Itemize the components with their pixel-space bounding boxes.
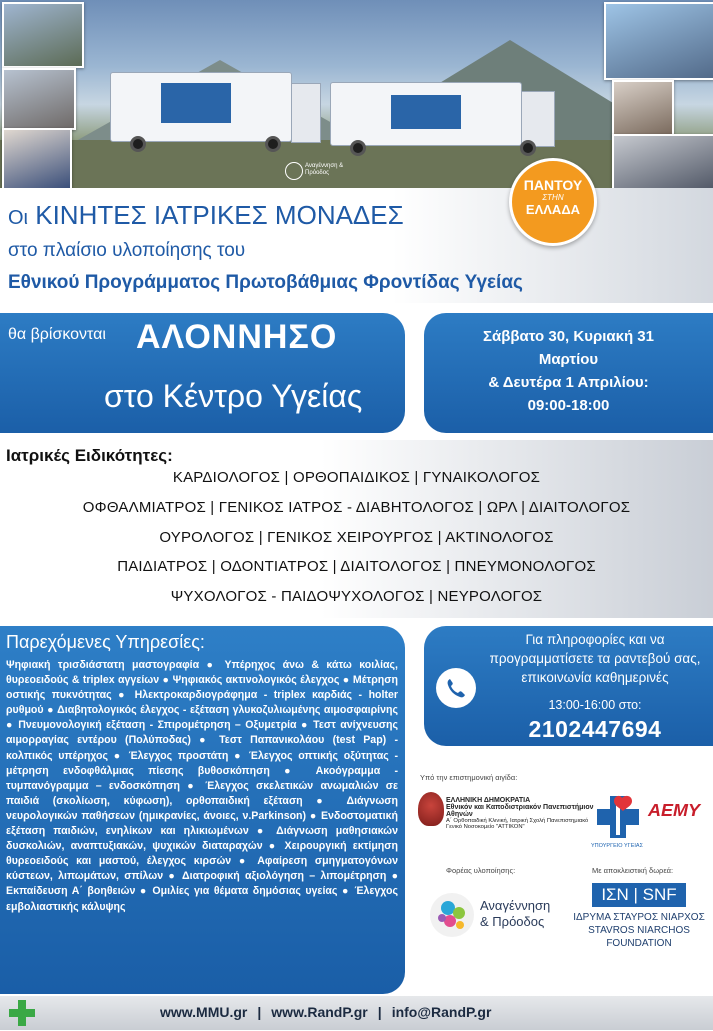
randp-logo-icon — [428, 880, 476, 950]
dates-line1: Σάββατο 30, Κυριακή 31 — [483, 328, 654, 345]
hero-photo-banner — [0, 0, 713, 190]
headline — [8, 200, 404, 231]
snf-greek-name: ΙΔΡΥΜΑ ΣΤΑΥΡΟΣ ΝΙΑΡΧΟΣ — [573, 912, 705, 923]
green-cross-icon — [8, 999, 36, 1027]
headline-main: ΚΙΝΗΤΕΣ ΙΑΤΡΙΚΕΣ ΜΟΝΑΔΕΣ — [35, 200, 404, 230]
photo-doctor — [612, 80, 674, 136]
ministry-label: ΥΠΟΥΡΓΕΙΟ ΥΓΕΙΑΣ — [591, 843, 643, 849]
mobile-medical-unit-truck — [330, 82, 522, 146]
specialties-line: ΨΥΧΟΛΟΓΟΣ - ΠΑΙΔΟΨΥΧΟΛΟΓΟΣ | ΝΕΥΡΟΛΟΓΟΣ — [170, 588, 543, 605]
badge-line3: ΕΛΛΑΔΑ — [525, 202, 581, 217]
truck-graphic-panel — [391, 95, 461, 129]
university-seal-icon — [418, 792, 444, 826]
snf-english-name-line2: FOUNDATION — [606, 938, 672, 949]
footer-links — [160, 1004, 491, 1020]
donation-caption: Με αποκλειστική δωρεά: — [592, 866, 674, 875]
wheel — [350, 140, 366, 156]
specialties-line: ΟΦΘΑΛΜΙΑΤΡΟΣ | ΓΕΝΙΚΟΣ ΙΑΤΡΟΣ - ΔΙΑΒΗΤΟΛΟΓΟΣ | ΩΡΛ | ΔΙΑΙΤΟΛΟΓΟΣ — [82, 499, 631, 516]
photo-people — [2, 68, 76, 130]
wheel — [265, 136, 281, 152]
everywhere-in-greece-badge — [509, 158, 597, 246]
uoa-line1: ΕΛΛΗΝΙΚΗ ΔΗΜΟΚΡΑΤΙΑ — [446, 797, 531, 804]
implementer-caption: Φορέας υλοποίησης: — [446, 866, 516, 875]
edy-logo: ΑΕΜΥ — [648, 800, 701, 820]
isn-snf-logo: ΙΣΝ | SNF — [592, 883, 686, 907]
location-venue: στο Κέντρο Υγείας — [104, 378, 363, 414]
phone-icon[interactable] — [436, 668, 476, 708]
mobile-medical-unit-truck — [110, 72, 292, 142]
dates-hours: 09:00-18:00 — [527, 397, 610, 414]
services-panel — [0, 626, 405, 994]
photo-eye-exam — [612, 134, 713, 190]
specialties-title: Ιατρικές Ειδικότητες: — [6, 446, 173, 465]
randp-name-line1: Αναγέννηση — [480, 898, 551, 913]
headline-subtitle: στο πλαίσιο υλοποίησης του — [8, 240, 246, 261]
truck-cab — [521, 91, 555, 147]
specialties-line: ΠΑΙΔΙΑΤΡΟΣ | ΟΔΟΝΤΙΑΤΡΟΣ | ΔΙΑΙΤΟΛΟΓΟΣ | ΠΝΕΥΜΟΝΟΛΟΓΟΣ — [117, 558, 596, 575]
location-town: ΑΛΟΝΝΗΣΟ — [136, 318, 338, 356]
dates-panel — [424, 313, 713, 433]
randp-name-line2: & Πρόοδος — [480, 914, 545, 929]
services-title: Παρεχόμενες Υπηρεσίες: — [6, 632, 205, 652]
specialties-line: ΟΥΡΟΛΟΓΟΣ | ΓΕΝΙΚΟΣ ΧΕΙΡΟΥΡΓΟΣ | ΑΚΤΙΝΟΛΟΓΟΣ — [159, 529, 554, 546]
ministry-of-health-icon — [596, 794, 640, 840]
randp-name — [480, 898, 550, 930]
randp-logo-icon — [285, 162, 303, 180]
uoa-line3: Α΄ Ορθοπαιδική Κλινική, Ιατρική Σχολή Πανεπιστημιακό Γενικό Νοσοκομείο "ΑΤΤΙΚΟΝ" — [446, 818, 589, 830]
truck-cab — [291, 83, 321, 143]
contact-hours: 13:00-16:00 στο: — [548, 698, 642, 712]
program-name: Εθνικού Προγράμματος Πρωτοβάθμιας Φροντίδας Υγείας — [8, 272, 523, 293]
dates-line2: Μαρτίου — [538, 351, 599, 368]
footer-link-randp[interactable]: www.RandP.gr — [271, 1004, 368, 1020]
scientific-caption: Υπό την επιστημονική αιγίδα: — [420, 773, 518, 782]
truck-graphic-panel — [161, 83, 231, 123]
footer-separator: | — [377, 1004, 382, 1020]
contact-info-text: Για πληροφορίες και να προγραμματίσετε τα ραντεβού σας, επικοινωνία καθημερινές — [489, 632, 701, 685]
photo-landscape — [2, 2, 84, 68]
uoa-line2: Εθνικόν και Καποδιστριακόν Πανεπιστήμιον Αθηνών — [446, 804, 594, 818]
specialties-line: ΚΑΡΔΙΟΛΟΓΟΣ | ΟΡΘΟΠΑΙΔΙΚΟΣ | ΓΥΝΑΙΚΟΛΟΓΟΣ — [172, 469, 541, 486]
dates-line3: & Δευτέρα 1 Απριλίου: — [488, 374, 649, 391]
contact-panel — [424, 626, 713, 746]
badge-line2: ΣΤΗΝ — [542, 193, 564, 202]
photo-crowd — [604, 2, 713, 80]
footer-separator: | — [257, 1004, 262, 1020]
footer-link-mmu[interactable]: www.MMU.gr — [160, 1004, 248, 1020]
university-text — [446, 797, 596, 830]
footer — [0, 996, 713, 1030]
badge-line1: ΠΑΝΤΟΥ — [523, 177, 583, 193]
wheel — [520, 140, 536, 156]
services-list: Ψηφιακή τρισδιάστατη μαστογραφία ● Υπέρηχος άνω & κάτω κοιλίας, θυρεοειδούς & triplex αγγείων ● Ψηφιακός ακτινολογικός έλεγχος ● Μέτρηση οστικής πυκνότητας ● Ηλεκτροκαρδιογράφημα - triplex καρδιάς - holter ρυθμού ● Διαβητολογικός έλεγχος - εξέταση γλυκοζυλιωμένης αιμοσφαιρίνης ● Πνευμονολογική εξέταση - Σπιρομέτρηση – Οξυμετρία ● Τεστ ανίχνευσης αιμορραγίας εντέρου (Πολύποδας) ● Τεστ Παπανικολάου (test Pap) - κολπικός υπέρηχος ● Έλεγχος προστάτη ● Έλεγχος οπτικής οξύτητας - μέτρηση ενδοφθάλμιας πίεσης βυθοσκόπηση ● Ακοόγραμμα - τυμπανόγραμμα – ενδοσκόπηση ● Έλεγχος σκελετικών ανωμαλιών σε παιδιά (σκολίωση, κύφωση), ορθοπαιδική εξέταση ● Διάγνωση νευρολογικών παθήσεων (ημικρανίες, άνοιες, ν.Parkinson) ● Ενδοστοματική εξέταση παιδιών, ενηλίκων και ηλικιωμένων ● Διάγνωση μαθησιακών δυσκολιών, αναπτυξιακών, ψυχικών διαταραχών ● Χειρουργική εκτίμηση θυρεοειδούς και μαστού, έλεγχος κιρσών ● Αφαίρεση σμηγματογόνων κύστεων, λιπωμάτων, σπίλων ● Διατροφική αξιολόγηση – λιπομέτρηση ● Εκπαίδευση Α΄ βοηθειών ● Ομιλίες για θέματα δημόσιας υγείας ● Έλεγχος εμβολιαστικής κάλυψης — [6, 659, 398, 913]
contact-phone-number[interactable]: 2102447694 — [528, 716, 662, 742]
headline-prefix: Οι — [8, 207, 28, 229]
photo-medical-exam — [2, 128, 72, 190]
location-prefix: θα βρίσκονται — [8, 326, 106, 343]
truck-logo-text: Αναγέννηση & Πρόοδος — [305, 163, 344, 176]
snf-english-name-line1: STAVROS NIARCHOS — [588, 925, 690, 936]
wheel — [130, 136, 146, 152]
footer-link-email[interactable]: info@RandP.gr — [391, 1004, 492, 1020]
